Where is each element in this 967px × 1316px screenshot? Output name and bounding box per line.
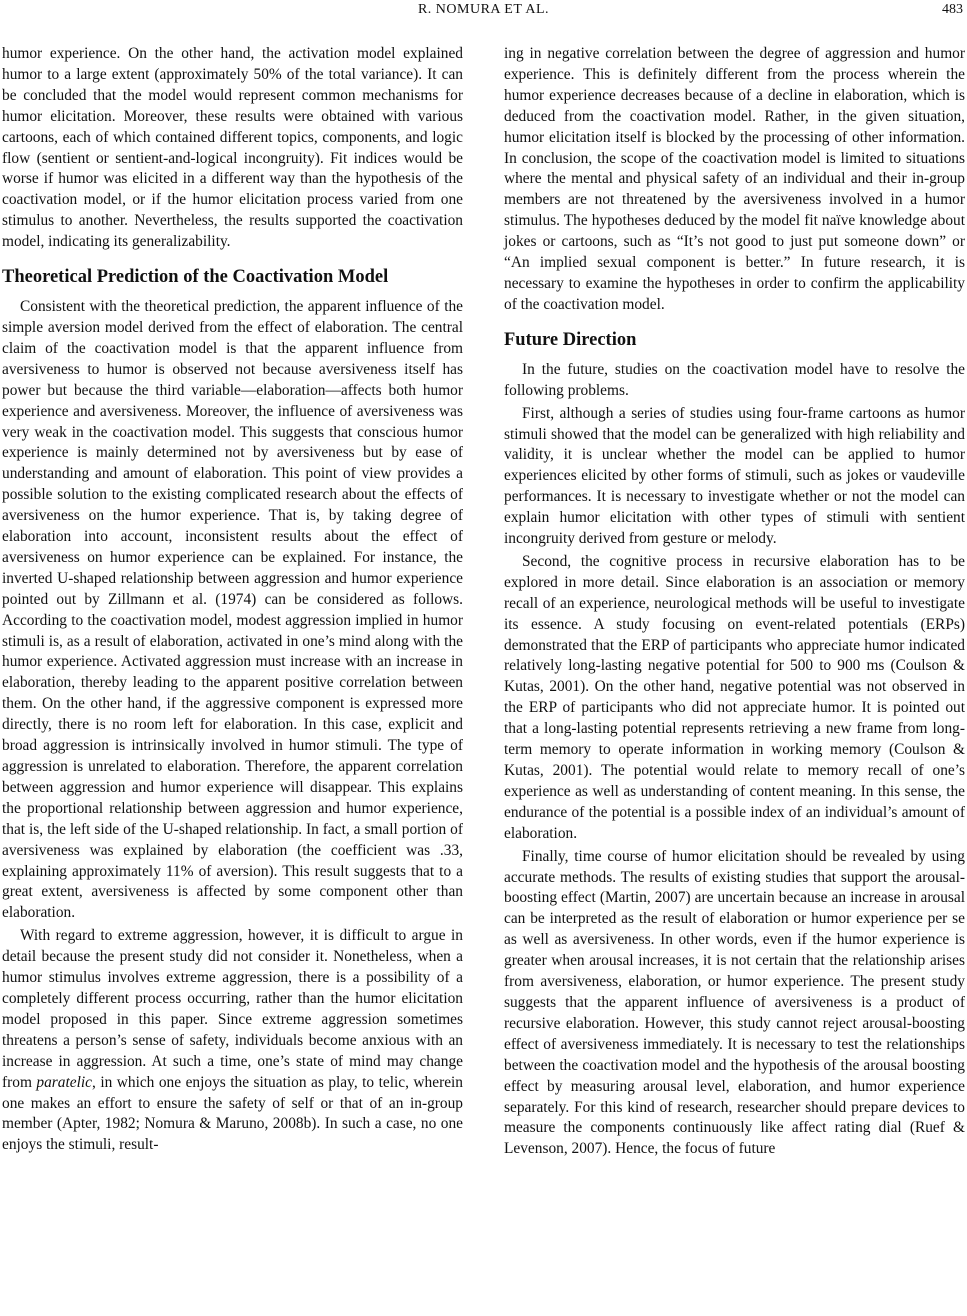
paragraph-extreme-aggression	[2, 926, 463, 1156]
paragraph-continued-right: ing in negative correlation between the degree of aggression and humor experience. This is definitely different from the process wherein the humor experience decreases because of a decline in elaboration, which is deduced from the coactivation model. Rather, in the given situation, humor elicitation itself is blocked by the processing of other information. In conclusion, the scope of the coactivation model is limited to situations where the mental and physical safety of an individual and their in-group members are not threatened by the aversiveness involved in a humor stimulus. The hypotheses deduced by the model fit naïve knowledge about jokes or cartoons, such as “It’s not good to just put someone down” or “An implied sexual component is better.” In future research, it is necessary to examine the hypotheses in order to confirm the applicability of the coactivation model.	[504, 45, 965, 313]
paragraph-consistent: Consistent with the theoretical prediction, the apparent influence of the simple aversion model derived from the effect of elaboration. The central claim of the coactivation model is that the apparent influence from aversiveness to humor is observed not because aversiveness itself has power but because the third variable—elaboration—affects both humor experience and aversiveness. Moreover, the influence of aversiveness was very weak in the coactivation model. This suggests that conscious humor experience is mainly determined not by aversiveness but by ease of understanding and amount of elaboration. This point of view provides a possible solution to the existing complicated research about the effects of aversiveness on the humor experience. That is, by taking degree of elaboration into account, inconsistent results about the effect of aversiveness on humor experience can be explained. For instance, the inverted U-shaped relationship between aggression and humor experience pointed out by Zillmann et al. (1974) can be considered as follows. According to the coactivation model, modest aggression implied in humor stimuli is, as a result of elaboration, activated in one’s mind along with the humor experience. Activated aggression must increase with an increase in elaboration, thereby leading to the apparent positive correlation between them. On the other hand, if the aggressive component is expressed more directly, there is no room left for elaboration. In this case, explicit and broad aggression is intrinsically involved in humor stimuli. The type of aggression is unrelated to elaboration. Therefore, the apparent correlation between aggression and humor experience will disappear. This explains the proportional relationship between aggression and humor experience, that is, the left side of the U-shaped relationship. In fact, a small portion of aversiveness was explained by elaboration (the coefficient was .33, explaining approximately 11% of aversion). This result suggests that to a great extent, aversiveness is affected by some component other than elaboration.	[2, 298, 463, 922]
paragraph-extreme-text-before: With regard to extreme aggression, however, it is difficult to argue in detail because the present study did not consider it. Nonetheless, when a humor stimulus involves extreme aggression, there is a possibility of a completely different process occurring, rather than the humor elicitation model proposed in this paper. Since extreme aggression sometimes threatens a person’s sense of safety, individuals become anxious with an increase in aggression. At such a time, one’s state of mind may change from	[2, 927, 463, 1091]
paragraph-continued-left: humor experience. On the other hand, the activation model explained humor to a large extent (approximately 50% of the total variance). It can be concluded that the model would represent common mechanisms for humor elicitation. Moreover, these results were obtained with various cartoons, each of which contained different topics, components, and logic flow (sentient or sentient-and-logical incongruity). Fit indices would be worse if humor was elicited in a different way than the hypothesis of the coactivation model, or if the humor elicitation process varied from one stimulus to another. Nevertheless, the results supported the coactivation model, indicating its generalizability.	[2, 45, 463, 251]
paragraph-first: First, although a series of studies using four-frame cartoons as humor stimuli showed that the model can be generalized with high reliability and validity, it is unclear whether the model can be applied to humor experiences elicited by other forms of stimuli, such as jokes or vaudeville performances. It is necessary to investigate whether or not the model can explain humor elicitation with other types of stimuli with sentient incongruity derived from gesture or melody.	[504, 404, 965, 548]
paragraph-extreme-text-after: , in which one enjoys the situation as play, to telic, wherein one makes an effort to ensure the safety of self or that of an in-group member (Apter, 1982; Nomura & Maruno, 2008b). In such a case, no one enjoys the stimuli, result-	[2, 1073, 463, 1154]
paratelic-term: paratelic	[36, 1073, 92, 1091]
section-heading-theoretical-prediction: Theoretical Prediction of the Coactivation Model	[2, 267, 389, 288]
page-header	[0, 0, 967, 40]
right-column	[504, 44, 965, 1160]
section-heading-future-direction: Future Direction	[504, 329, 637, 350]
page-number: 483	[942, 2, 963, 17]
paragraph-future-intro: In the future, studies on the coactivation model have to resolve the following problems.	[504, 360, 965, 399]
paragraph-second: Second, the cognitive process in recursive elaboration has to be explored in more detail. Since elaboration is an association or memory recall of an experience, neurological methods will be useful to investigate its essence. A study focusing on event-related potentials (ERPs) demonstrated that the ERP of participants who appreciate humor indicated relatively long-lasting negative potential for 500 to 900 ms (Coulson & Kutas, 2001). On the other hand, negative potential was not observed in the ERP of participants who did not appreciate humor. It is pointed out that a long-lasting potential represents retrieving a new frame from long-term memory to operate information in working memory (Coulson & Kutas, 2001). The potential would relate to memory recall of one’s experience as well as understanding of content meaning. In this sense, the endurance of the potential is a possible index of an individual’s amount of elaboration.	[504, 552, 965, 842]
running-head: R. NOMURA ET AL.	[417, 2, 550, 17]
paragraph-finally: Finally, time course of humor elicitation should be revealed by using accurate methods. The results of existing studies that support the arousal-boosting effect (Martin, 2007) are uncertain because an increase in arousal can be interpreted as the result of elaboration or humor experience per se as well as aversiveness. In other words, even if the humor experience is greater when arousal increases, it is not certain that the relationship arises from aversiveness, elaboration, or humor experience. The present study suggests that the apparent influence of aversiveness is a product of recursive elaboration. However, this study cannot reject arousal-boosting effect of aversiveness immediately. It is necessary to test the relationships between the coactivation model and the hypothesis of the arousal boosting effect by measuring arousal level, elaboration, and humor experience separately. For this kind of research, researcher should prepare devices to measure the components continuously like affect rating dial (Ruef & Levenson, 2007). Hence, the focus of future	[504, 847, 965, 1158]
left-column	[2, 44, 463, 1156]
